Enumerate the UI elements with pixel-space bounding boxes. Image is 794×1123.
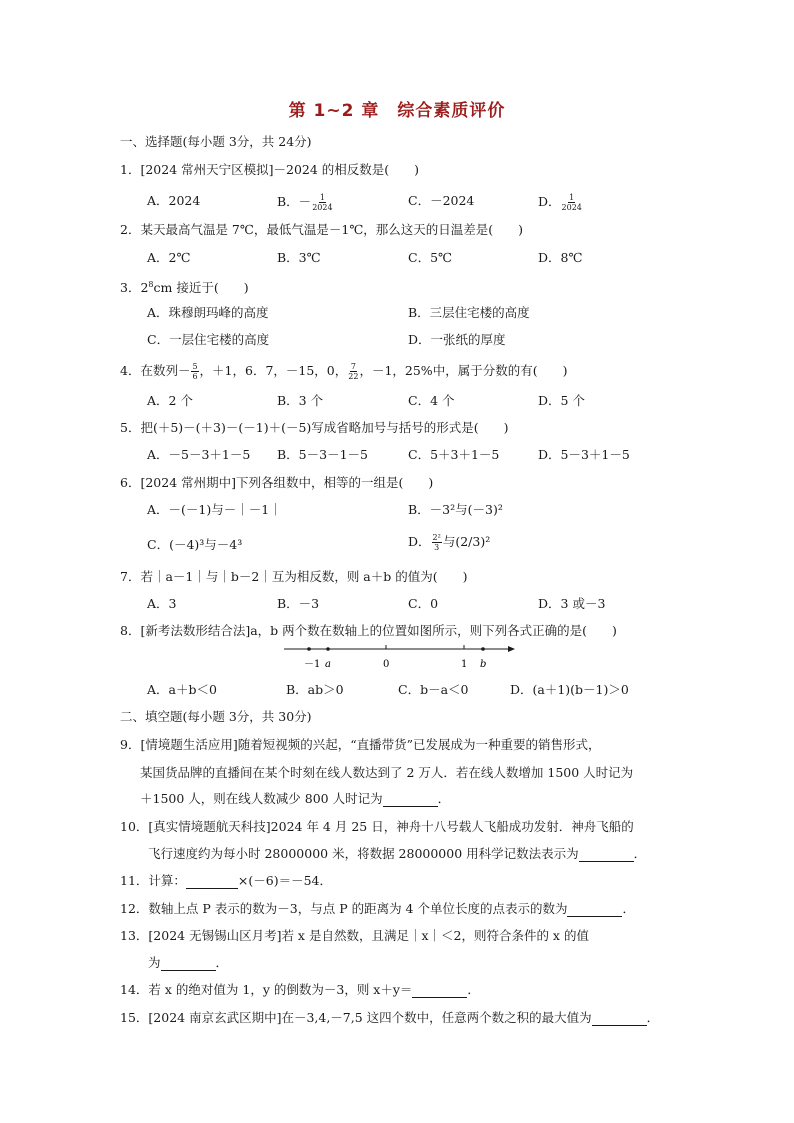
point-minus-one: [307, 647, 311, 651]
q8-option-c: C．b－a＜0: [398, 682, 469, 697]
q8-option-b: B．ab＞0: [286, 682, 344, 697]
answer-blank-10[interactable]: [579, 848, 634, 862]
question-13-line2: 为 ．: [148, 955, 229, 970]
label-zero: 0: [383, 659, 390, 670]
q2-option-a: A．2℃: [147, 250, 191, 265]
q6-option-a: A．－(－1)与－｜－1｜: [147, 502, 282, 517]
q5-option-a: A．－5－3＋1－5: [147, 447, 251, 462]
q5-option-b: B．5－3－1－5: [277, 447, 368, 462]
q8-option-d: D．(a＋1)(b－1)＞0: [510, 682, 629, 697]
q7-option-c: C．0: [408, 596, 439, 611]
question-6: 6．[2024 常州期中]下列各组数中，相等的一组是( ): [120, 475, 434, 490]
q1-option-c: C．－2024: [408, 193, 475, 208]
q3-option-b: B．三层住宅楼的高度: [408, 305, 530, 320]
q4-option-c: C．4 个: [408, 393, 455, 408]
q7-option-b: B．－3: [277, 596, 320, 611]
q7-option-a: A．3: [147, 596, 177, 611]
question-9-line2: 某国货品牌的直播间在某个时刻在线人数达到了 2 万人．若在线人数增加 1500 人时记为: [140, 765, 634, 780]
point-a: [326, 647, 330, 651]
q6-option-b: B．－3²与(－3)²: [408, 502, 503, 517]
q7-option-d: D．3 或－3: [538, 596, 606, 611]
question-13-line1: 13．[2024 无锡锡山区月考]若 x 是自然数，且满足｜x｜＜2，则符合条件的 x 的值: [120, 928, 589, 943]
question-7: 7．若｜a－1｜与｜b－2｜互为相反数，则 a＋b 的值为( ): [120, 569, 468, 584]
number-line-arrow: [508, 646, 515, 652]
q2-option-d: D．8℃: [538, 250, 583, 265]
question-2: 2．某天最高气温是 7℃，最低气温是－1℃，那么这天的日温差是( ): [120, 222, 524, 237]
section-fill-heading: 二、填空题(每小题 3分，共 30分): [120, 709, 312, 724]
q6-option-c: C．(－4)³与－4³: [147, 537, 243, 552]
point-b: [481, 647, 485, 651]
q4-option-a: A．2 个: [147, 393, 193, 408]
question-1: 1．[2024 常州天宁区模拟]－2024 的相反数是( ): [120, 162, 420, 177]
label-b: b: [480, 659, 487, 670]
question-15: 15．[2024 南京玄武区期中]在－3,4,－7,5 这四个数中，任意两个数之积的最大值为 ．: [120, 1010, 660, 1025]
q3-option-d: D．一张纸的厚度: [408, 332, 506, 347]
section-choice-heading: 一、选择题(每小题 3分，共 24分): [120, 134, 312, 149]
question-10-line1: 10．[真实情境题航天科技]2024 年 4 月 25 日，神舟十八号载人飞船成功发射．神舟飞船的: [120, 819, 634, 834]
q5-option-d: D．5－3＋1－5: [538, 447, 630, 462]
question-10-line2: 飞行速度约为每小时 28000000 米，将数据 28000000 用科学记数法表示为 ．: [148, 846, 647, 861]
label-a: a: [325, 659, 331, 670]
page-title: 第 1~2 章 综合素质评价: [288, 101, 506, 121]
q1-option-b: B．－ $\frac{1}{2024}$: [277, 193, 333, 212]
q3-option-c: C．一层住宅楼的高度: [147, 332, 270, 347]
q8-option-a: A．a＋b＜0: [147, 682, 217, 697]
q2-option-c: C．5℃: [408, 250, 453, 265]
q2-option-b: B．3℃: [277, 250, 321, 265]
answer-blank-13[interactable]: [161, 957, 216, 971]
q1-option-d: D． $\frac{1}{2024}$: [538, 193, 582, 212]
label-minus-one: －1: [304, 659, 321, 670]
answer-blank-11[interactable]: [186, 875, 238, 889]
question-9-line1: 9．[情境题生活应用]随着短视频的兴起，“直播带货”已发展成为一种重要的销售形式，: [120, 737, 601, 752]
answer-blank-15[interactable]: [592, 1012, 647, 1026]
question-3: 3．$2^8cm$ 接近于( ): [120, 280, 249, 296]
question-8: 8．[新考法数形结合法]a，b 两个数在数轴上的位置如图所示，则下列各式正确的是( ): [120, 623, 617, 638]
number-line-figure: [282, 640, 517, 674]
label-one: 1: [461, 659, 468, 670]
question-5: 5．把(＋5)－(＋3)－(－1)＋(－5)写成省略加号与括号的形式是( ): [120, 420, 509, 435]
answer-blank-9[interactable]: [383, 793, 438, 807]
question-9-line3: ＋1500 人，则在线人数减少 800 人时记为 ．: [140, 791, 451, 806]
q5-option-c: C．5＋3＋1－5: [408, 447, 500, 462]
q1-option-a: A．2024: [147, 193, 201, 208]
q4-option-b: B．3 个: [277, 393, 324, 408]
answer-blank-12[interactable]: [567, 903, 622, 917]
question-11: 11．计算： ×(－6)＝－54．: [120, 873, 332, 888]
question-12: 12．数轴上点 P 表示的数为－3，与点 P 的距离为 4 个单位长度的点表示的数为 ．: [120, 901, 635, 916]
q4-option-d: D．5 个: [538, 393, 585, 408]
q3-option-a: A．珠穆朗玛峰的高度: [147, 305, 269, 320]
q6-option-d: D． $\frac{\text{2²}}{3}$ 与(2/3)²: [408, 533, 491, 552]
question-4: 4．在数列－ $\frac{5}{6}$ ，＋1，6．7，－15，0， $\frac{7}{22}$ ，－1，25%中，属于分数的有( ): [120, 362, 568, 381]
question-14: 14．若 x 的绝对值为 1，y 的倒数为－3，则 x＋y＝ ．: [120, 982, 480, 997]
answer-blank-14[interactable]: [412, 984, 467, 998]
